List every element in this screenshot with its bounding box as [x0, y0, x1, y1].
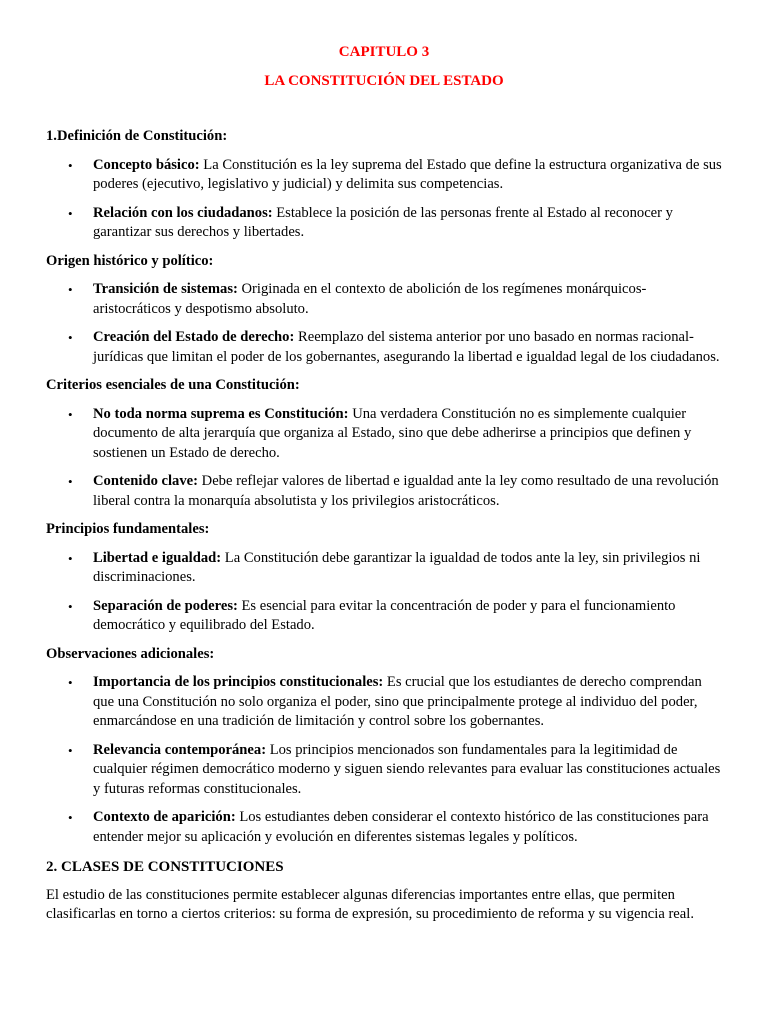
item-term: Relevancia contemporánea:	[93, 741, 267, 758]
item-term: No toda norma suprema es Constitución:	[93, 405, 349, 422]
list-item	[46, 673, 722, 732]
item-text: Una verdadera Constitución no es simplemente cualquier documento de alta jerarquía que organiza al Estado, sino que debe adherirse a principios que definen y sostienen un Estado de derecho.	[93, 405, 692, 461]
item-text: Debe reflejar valores de libertad e igualdad ante la ley como resultado de una revolución liberal contra la monarquía absolutista y los privilegios aristocráticos.	[93, 473, 719, 509]
list-item	[46, 549, 722, 588]
item-term: Relación con los ciudadanos:	[93, 204, 273, 221]
list-item	[46, 405, 722, 464]
item-term: Creación del Estado de derecho:	[93, 329, 295, 345]
item-text: Los principios mencionados son fundamentales para la legitimidad de cualquier régimen democrático moderno y siguen siendo relevantes para evaluar las constituciones actuales y futuras reformas constitucionales.	[93, 741, 721, 797]
list-item	[46, 808, 722, 847]
section-heading: 1.Definición de Constitución:	[46, 128, 228, 144]
item-text: La Constitución debe garantizar la igualdad de todos ante la ley, sin privilegios ni discriminaciones.	[93, 549, 701, 585]
item-term: Contenido clave:	[93, 473, 198, 489]
item-text: Los estudiantes deben considerar el contexto histórico de las constituciones para entender mejor su aplicación y evolución en diferentes sistemas legales y políticos.	[93, 809, 709, 845]
list-item	[46, 280, 722, 319]
bullet-list	[46, 549, 722, 636]
item-term: Contexto de aparición:	[93, 809, 236, 825]
chapter-number: CAPITULO 3	[338, 44, 430, 60]
item-term: Transición de sistemas:	[93, 281, 238, 297]
section-heading: Criterios esenciales de una Constitución:	[46, 377, 300, 393]
item-term: Importancia de los principios constitucionales:	[93, 674, 384, 690]
list-item	[46, 204, 722, 243]
bullet-list	[46, 405, 722, 512]
section-2-paragraph: El estudio de las constituciones permite establecer algunas diferencias importantes entre ellas, que permiten clasificarlas en torno a ciertos criterios: su forma de expresión, su procedimiento de reforma y su vigencia real.	[46, 886, 694, 922]
item-term: Concepto básico:	[93, 156, 200, 173]
list-item	[46, 156, 722, 195]
section-heading: Principios fundamentales:	[46, 521, 210, 537]
bullet-list	[46, 673, 722, 847]
item-text: Establece la posición de las personas frente al Estado al reconocer y garantizar sus derechos y libertades.	[93, 204, 673, 240]
list-item	[46, 328, 722, 367]
bullet-list	[46, 280, 722, 367]
item-text: Reemplazo del sistema anterior por uno basado en normas racional-jurídicas que limitan el poder de los gobernantes, asegurando la libertad e igualdad legal de los ciudadanos.	[93, 329, 720, 365]
bullet-list	[46, 156, 722, 243]
item-text: Es esencial para evitar la concentración de poder y para el funcionamiento democrático y equilibrado del Estado.	[93, 597, 676, 633]
section-heading: Observaciones adicionales:	[46, 645, 215, 662]
section-2-heading: 2. CLASES DE CONSTITUCIONES	[46, 859, 284, 875]
item-term: Separación de poderes:	[93, 597, 238, 614]
list-item	[46, 741, 722, 800]
item-text: Es crucial que los estudiantes de derecho comprendan que una Constitución no solo organiza el poder, sino que principalmente protege al individuo del poder, enmarcándose en una tradición de limitación y control sobre los gobernantes.	[93, 674, 702, 729]
section-heading: Origen histórico y político:	[46, 252, 214, 269]
item-term: Libertad e igualdad:	[93, 549, 222, 566]
item-text: Originada en el contexto de abolición de los regímenes monárquicos-aristocráticos y despotismo absoluto.	[93, 281, 647, 317]
chapter-title: LA CONSTITUCIÓN DEL ESTADO	[264, 73, 504, 89]
list-item	[46, 597, 722, 636]
list-item	[46, 472, 722, 511]
item-text: La Constitución es la ley suprema del Estado que define la estructura organizativa de sus poderes (ejecutivo, legislativo y judicial) y delimita sus competencias.	[93, 156, 722, 192]
